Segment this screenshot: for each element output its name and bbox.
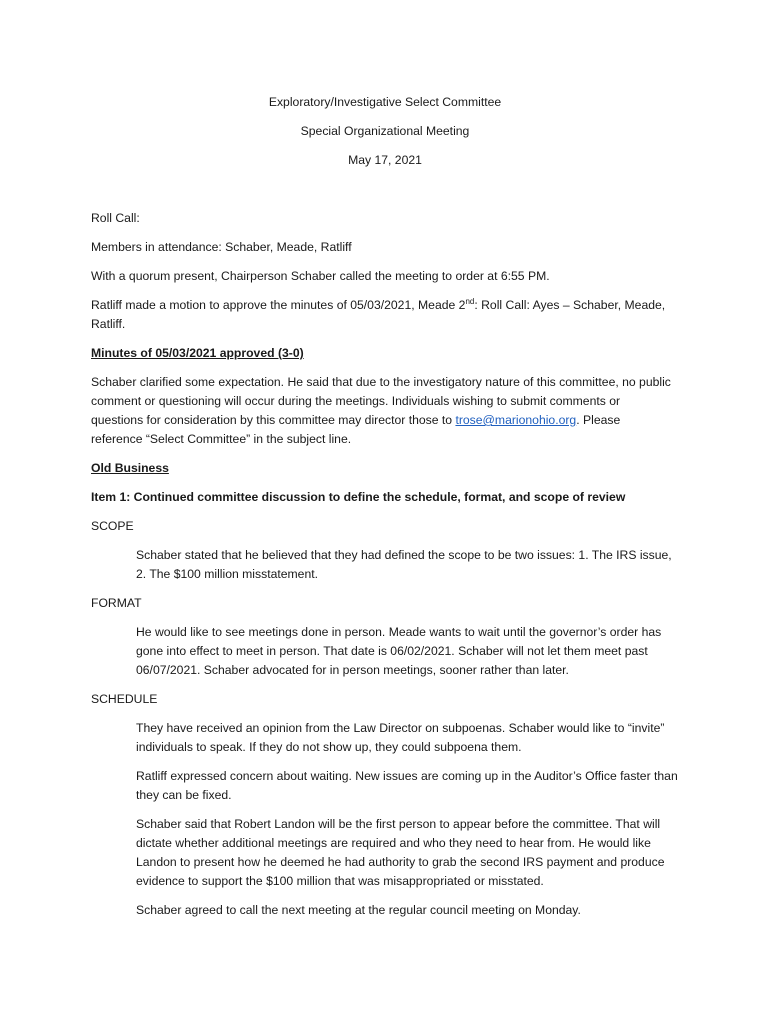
motion-text-end: : Roll Call: Ayes – Schaber, Meade, Ratliff. [91,298,666,331]
schedule-label: SCHEDULE [91,692,158,706]
meeting-date: May 17, 2021 [348,153,422,167]
meeting-title: Special Organizational Meeting [300,124,470,138]
format-paragraph: He would like to see meetings done in person. Meade wants to wait until the governor’s order has gone into effect to meet in person. That date is 06/02/2021. Schaber will not let them meet past 06/07/2021. Schaber advocated for in person meetings, sooner rather than later. [136,625,662,677]
format-label: FORMAT [91,596,142,610]
clarification-paragraph [91,373,673,449]
committee-title: Exploratory/Investigative Select Committee [268,95,502,109]
scope-paragraph: Schaber stated that he believed that they had defined the scope to be two issues: 1. The IRS issue, 2. The $100 million misstatement. [136,548,672,581]
members-in-attendance: Members in attendance: Schaber, Meade, Ratliff [91,240,352,254]
motion-paragraph [91,296,671,334]
schedule-paragraph-2: Ratliff expressed concern about waiting. New issues are coming up in the Auditor’s Office faster than they can be fixed. [136,769,678,802]
roll-call-label: Roll Call: [91,211,140,225]
schedule-paragraph-4: Schaber agreed to call the next meeting at the regular council meeting on Monday. [136,903,581,917]
clarification-text-end: . Please reference “Select Committee” in the subject line. [91,413,621,446]
scope-label: SCOPE [91,519,134,533]
email-link[interactable]: trose@marionohio.org [455,413,577,427]
schedule-paragraph-1: They have received an opinion from the Law Director on subpoenas. Schaber would like to “invite” individuals to speak. If they do not show up, they could subpoena them. [136,721,665,754]
motion-superscript: nd [465,296,475,306]
old-business-heading: Old Business [91,461,169,475]
quorum-statement: With a quorum present, Chairperson Schaber called the meeting to order at 6:55 PM. [91,269,550,283]
item-1-heading: Item 1: Continued committee discussion to define the schedule, format, and scope of review [91,490,626,504]
motion-text: Ratliff made a motion to approve the minutes of 05/03/2021, Meade 2 [91,298,466,312]
clarification-text: Schaber clarified some expectation. He said that due to the investigatory nature of this committee, no public comment or questioning will occur during the meetings. Individuals wishing to submit comments or questions for consideration by this committee may director those to [91,375,671,427]
minutes-approved-heading: Minutes of 05/03/2021 approved (3-0) [91,346,304,360]
schedule-paragraph-3: Schaber said that Robert Landon will be the first person to appear before the committee. That will dictate whether additional meetings are required and who they need to hear from. He would like Landon to present how he deemed he had authority to grab the second IRS payment and produce evidence to support the $100 million that was misappropriated or misstated. [136,817,665,888]
